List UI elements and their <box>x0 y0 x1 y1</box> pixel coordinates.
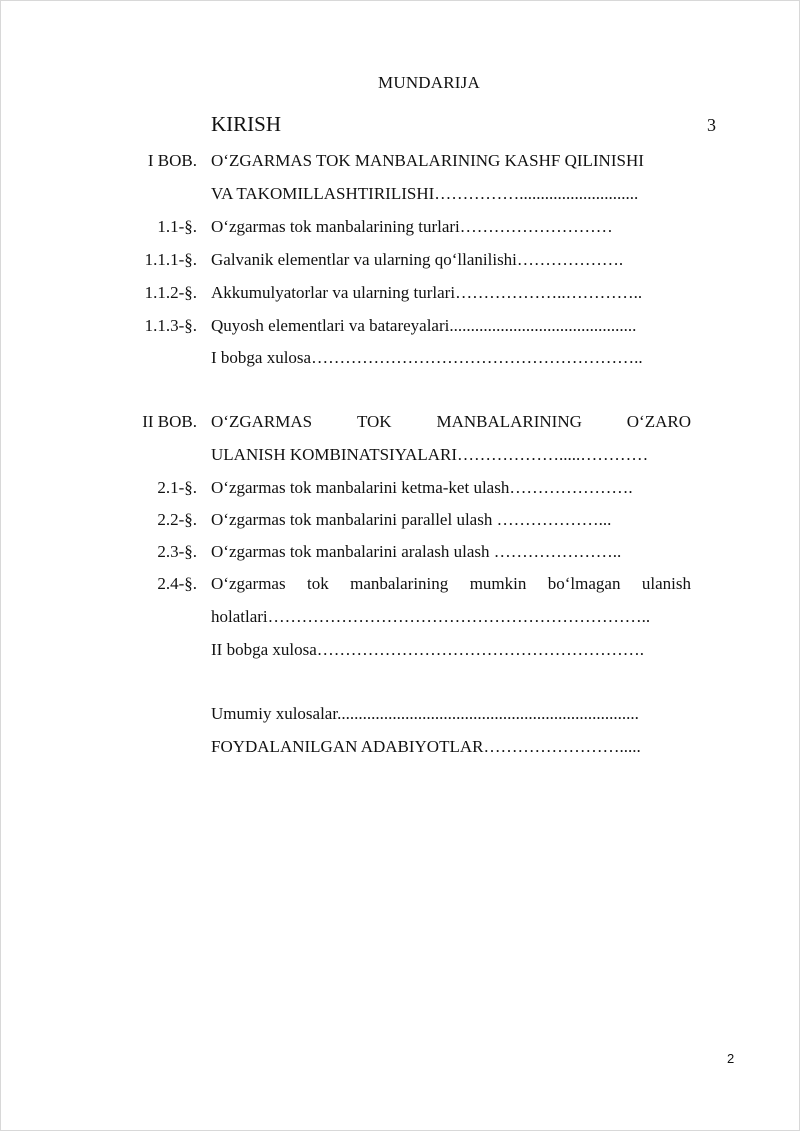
title-word: O‘ZGARMAS <box>211 412 313 431</box>
toc-intro-label: KIRISH <box>211 112 282 136</box>
toc-title: MUNDARIJA <box>378 73 480 92</box>
title-word: O‘ZARO <box>626 412 691 431</box>
chapter-2-number: II BOB. <box>142 412 197 431</box>
section-number: 2.1-§. <box>157 478 197 497</box>
title-word: TOK <box>356 412 392 431</box>
title-word: O‘zgarmas <box>211 574 286 593</box>
toc-intro-page: 3 <box>707 115 716 135</box>
title-word: mumkin <box>469 574 527 593</box>
conclusions-entry: Umumiy xulosalar....................................................................... <box>211 704 639 723</box>
section-title: O‘zgarmas tok manbalarining turlari……………………… <box>211 217 613 236</box>
title-word: bo‘lmagan <box>547 574 621 593</box>
section-title: Akkumulyatorlar va ularning turlari………………..………….. <box>211 283 643 302</box>
title-word: MANBALARINING <box>436 412 582 431</box>
chapter-1-title-line-1: O‘ZGARMAS TOK MANBALARINING KASHF QILINISHI <box>211 151 644 170</box>
chapter-2-title-line-2: ULANISH KOMBINATSIYALARI……………….....………… <box>211 445 649 464</box>
chapter-2-title-line-1 <box>211 412 691 432</box>
title-word: tok <box>306 574 329 593</box>
chapter-2-summary: II bobga xulosa…………………………………………………. <box>211 640 645 659</box>
section-number: 1.1.1-§. <box>144 250 197 269</box>
chapter-1-title-line-2: VA TAKOMILLASHTIRILISHI……………............................ <box>211 184 639 203</box>
section-number: 2.2-§. <box>157 510 197 529</box>
section-number: 1.1.2-§. <box>144 283 197 302</box>
section-title: Quyosh elementlari va batareyalari............................................ <box>211 316 637 335</box>
section-title: O‘zgarmas tok manbalarini aralash ulash ………………….. <box>211 542 622 561</box>
chapter-1-summary: I bobga xulosa………………………………………………….. <box>211 348 643 367</box>
chapter-1-number: I BOB. <box>147 151 197 170</box>
section-title: O‘zgarmas tok manbalarini parallel ulash ………………... <box>211 510 612 529</box>
section-title: Galvanik elementlar va ularning qo‘llanilishi………………. <box>211 250 624 269</box>
section-number: 1.1-§. <box>157 217 197 236</box>
section-title-line-2: holatlari………………………………………………………….. <box>211 607 651 626</box>
section-number: 1.1.3-§. <box>144 316 197 335</box>
section-number: 2.4-§. <box>157 574 197 593</box>
section-number: 2.3-§. <box>157 542 197 561</box>
references-entry: FOYDALANILGAN ADABIYOTLAR……………………..... <box>211 737 641 756</box>
page-number: 2 <box>727 1051 735 1066</box>
section-title-line-1 <box>211 574 691 594</box>
title-word: ulanish <box>641 574 691 593</box>
section-title: O‘zgarmas tok manbalarini ketma-ket ulash…………………. <box>211 478 633 497</box>
title-word: manbalarining <box>350 574 449 593</box>
